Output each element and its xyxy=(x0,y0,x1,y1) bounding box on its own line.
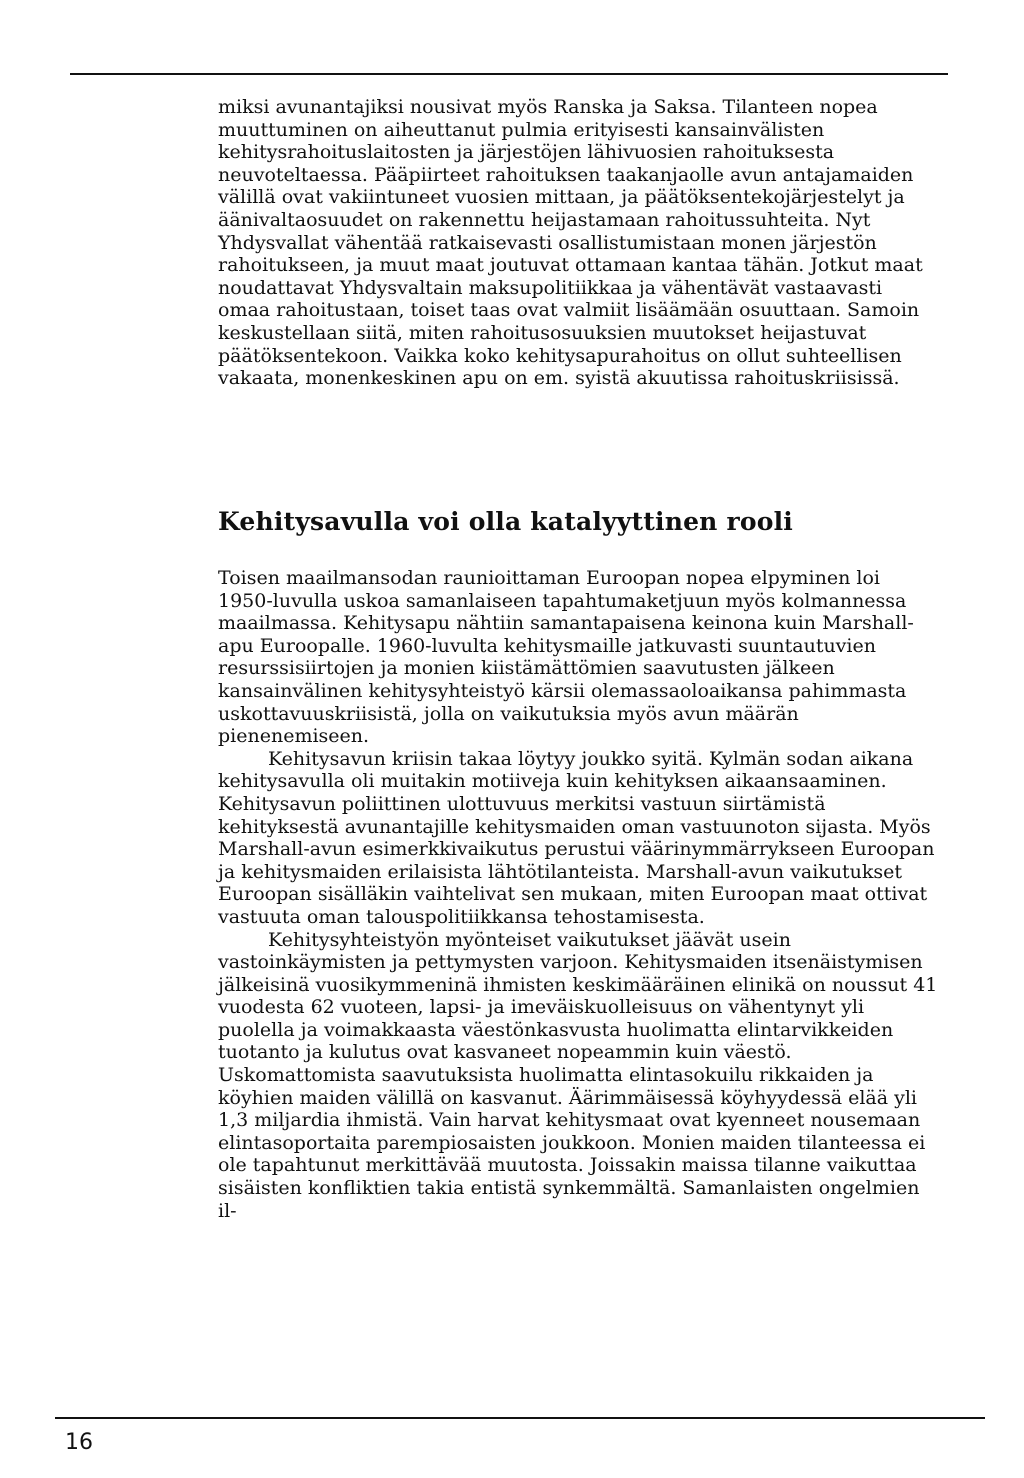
bottom-rule xyxy=(55,1417,985,1419)
section-heading: Kehitysavulla voi olla katalyyttinen rooli xyxy=(218,507,793,536)
top-rule xyxy=(70,73,948,75)
section-paragraph-3: Kehitysyhteistyön myönteiset vaikutukset jäävät usein vastoinkäymisten ja pettymysten varjoon. Kehitysmaiden itsenäistymisen jälkeisinä vuosikymmeninä ihmisten keskimääräinen elinikä on noussut 41 vuodesta 62 vuoteen, lapsi- ja imeväiskuolleisuus on vähentynyt yli puolella ja voimakkaasta väestönkasvusta huolimatta elintarvikkeiden tuotanto ja kulutus ovat kasvaneet nopeammin kuin väestö. Uskomattomista saavutuksista huolimatta elintasokuilu rikkaiden ja köyhien maiden välillä on kasvanut. Äärimmäisessä köyhyydessä elää yli 1,3 miljardia ihmistä. Vain harvat kehitysmaat ovat kyenneet nousemaan elintasoportaita parempiosaisten joukkoon. Monien maiden tilanteessa ei ole tapahtunut merkittävää muutosta. Joissakin maissa tilanne vaikuttaa sisäisten konfliktien takia entistä synkemmältä. Samanlaisten ongelmien il- xyxy=(218,928,938,1222)
section-body xyxy=(218,567,938,1222)
section-paragraph-1: Toisen maailmansodan raunioittaman Euroopan nopea elpyminen loi 1950-luvulla uskoa samanlaiseen tapahtumaketjuun myös kolmannessa maailmassa. Kehitysapu nähtiin samantapaisena keinona kuin Marshall-apu Euroopalle. 1960-luvulta kehitysmaille jatkuvasti suuntautuvien resurssisiirtojen ja monien kiistämättömien saavutusten jälkeen kansainvälinen kehitysyhteistyö kärsii olemassaoloaikansa pahimmasta uskottavuuskriisistä, jolla on vaikutuksia myös avun määrän pienenemiseen. xyxy=(218,567,914,748)
section-paragraph-2: Kehitysavun kriisin takaa löytyy joukko syitä. Kylmän sodan aikana kehitysavulla oli muitakin motiiveja kuin kehityksen aikaansaaminen. Kehitysavun poliittinen ulottuvuus merkitsi vastuun siirtämistä kehityksestä avunantajille kehitysmaiden oman vastuunoton sijasta. Myös Marshall-avun esimerkkivaikutus perustui väärinymmärrykseen Euroopan ja kehitysmaiden erilaisista lähtötilanteista. Marshall-avun vaikutukset Euroopan sisälläkin vaihtelivat sen mukaan, miten Euroopan maat ottivat vastuuta oman talouspolitiikkansa tehostamisesta. xyxy=(218,747,935,928)
page-number: 16 xyxy=(65,1430,93,1455)
intro-text-block xyxy=(218,96,938,390)
intro-paragraph: miksi avunantajiksi nousivat myös Ranska ja Saksa. Tilanteen nopea muuttuminen on aiheuttanut pulmia erityisesti kansainvälisten kehitysrahoituslaitosten ja järjestöjen lähivuosien rahoituksesta neuvoteltaessa. Pääpiirteet rahoituksen taakanjaolle avun antajamaiden välillä ovat vakiintuneet vuosien mittaan, ja päätöksentekojärjestelyt ja äänivaltaosuudet on rakennettu heijastamaan rahoitussuhteita. Nyt Yhdysvallat vähentää ratkaisevasti osallistumistaan monen järjestön rahoitukseen, ja muut maat joutuvat ottamaan kantaa tähän. Jotkut maat noudattavat Yhdysvaltain maksupolitiikkaa ja vähentävät vastaavasti omaa rahoitustaan, toiset taas ovat valmiit lisäämään osuuttaan. Samoin keskustellaan siitä, miten rahoitusosuuksien muutokset heijastuvat päätöksentekoon. Vaikka koko kehitysapurahoitus on ollut suhteellisen vakaata, monenkeskinen apu on em. syistä akuutissa rahoituskriisissä. xyxy=(218,96,923,390)
